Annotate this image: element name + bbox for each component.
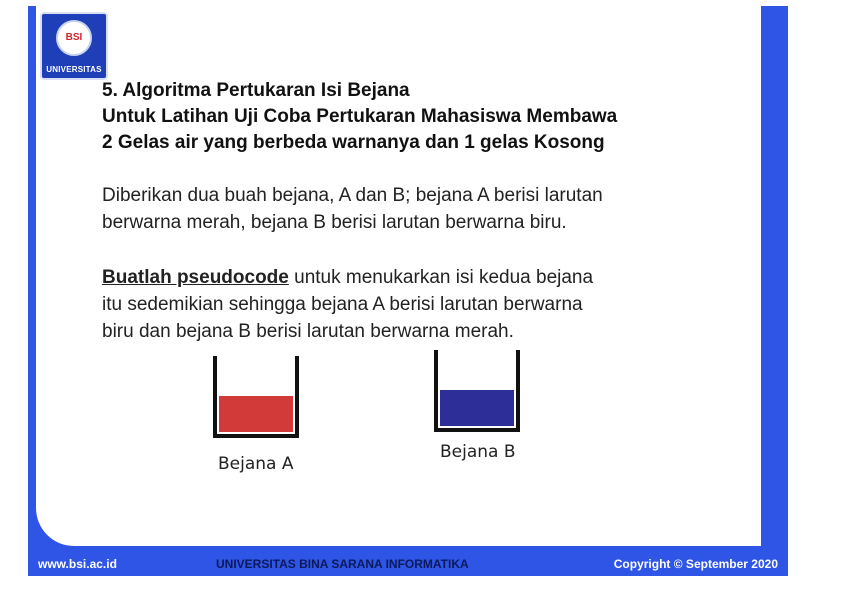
paragraph1-line-2: berwarna merah, bejana B berisi larutan berwarna biru. — [102, 212, 567, 233]
logo-text: UNIVERSITAS — [46, 65, 102, 74]
paragraph2-line-3: biru dan bejana B berisi larutan berwarna merah. — [102, 321, 514, 342]
vessel-b-liquid — [440, 390, 514, 426]
vessel-b — [434, 350, 520, 432]
paragraph-description — [102, 182, 742, 236]
paragraph2-line-1-rest: untuk menukarkan isi kedua bejana — [288, 267, 594, 288]
footer-website: www.bsi.ac.id — [38, 557, 117, 571]
slide-footer — [28, 554, 788, 576]
paragraph1-line-1: Diberikan dua buah bejana, A dan B; bejana A berisi larutan — [102, 185, 603, 206]
slide-heading — [102, 78, 762, 156]
heading-line-2: Untuk Latihan Uji Coba Pertukaran Mahasiswa Membawa — [102, 106, 618, 127]
logo-mark: BSI — [65, 32, 83, 43]
university-logo — [40, 12, 108, 80]
vessel-a — [213, 356, 299, 438]
vessel-a-label: Bejana A — [218, 454, 294, 474]
vessel-b-label: Bejana B — [440, 442, 516, 462]
logo-emblem-icon — [56, 20, 92, 56]
task-emphasis: Buatlah pseudocode — [102, 267, 289, 288]
heading-line-3: 2 Gelas air yang berbeda warnanya dan 1 gelas Kosong — [102, 132, 605, 153]
paragraph2-line-1 — [102, 264, 742, 291]
paragraph2-line-2: itu sedemikian sehingga bejana A berisi larutan berwarna — [102, 294, 583, 315]
slide-content — [36, 6, 761, 546]
footer-university: UNIVERSITAS BINA SARANA INFORMATIKA — [216, 557, 469, 571]
footer-copyright: Copyright © September 2020 — [613, 557, 778, 571]
slide — [28, 6, 788, 576]
heading-line-1: 5. Algoritma Pertukaran Isi Bejana — [102, 80, 410, 101]
vessel-a-liquid — [219, 396, 293, 432]
paragraph-task — [102, 264, 742, 345]
